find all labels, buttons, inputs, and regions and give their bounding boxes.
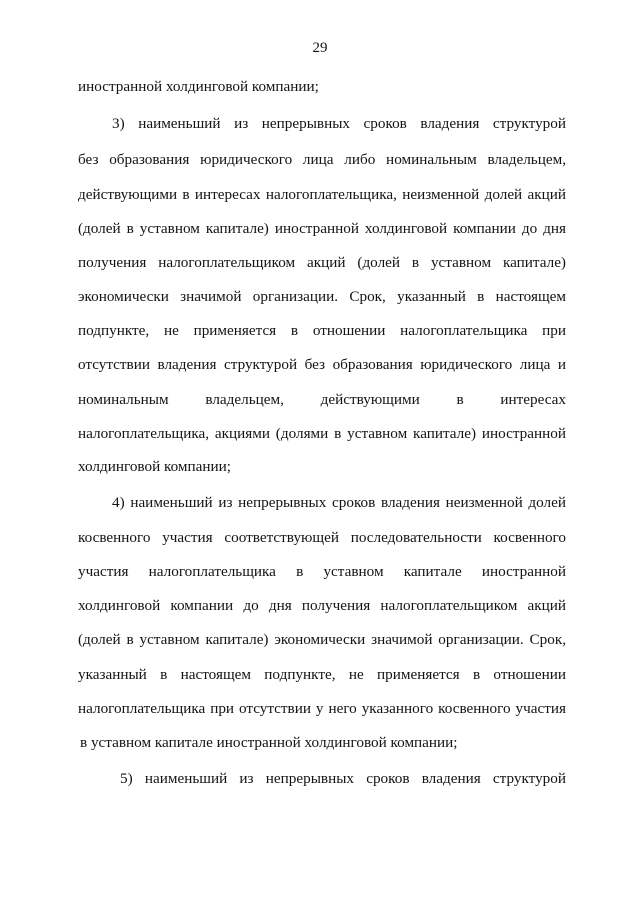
text-line: налогоплательщика, акциями (долями в уставном капитале) иностранной <box>78 425 566 442</box>
text-line: холдинговой компании; <box>78 458 231 475</box>
text-line: участия налогоплательщика в уставном капитале иностранной <box>78 563 566 580</box>
text-line: экономически значимой организации. Срок, указанный в настоящем <box>78 288 566 305</box>
text-line: отсутствии владения структурой без образования юридического лица и <box>78 356 566 373</box>
text-line: иностранной холдинговой компании; <box>78 78 319 95</box>
text-line: получения налогоплательщиком акций (долей в уставном капитале) <box>78 254 566 271</box>
text-line: налогоплательщика при отсутствии у него указанного косвенного участия <box>78 700 566 717</box>
text-line: (долей в уставном капитале) иностранной холдинговой компании до дня <box>78 220 566 237</box>
list-item-4-line: 4) наименьший из непрерывных сроков владения неизменной долей <box>112 494 566 511</box>
text-line: действующими в интересах налогоплательщика, неизменной долей акций <box>78 186 566 203</box>
text-line: номинальным владельцем, действующими в интересах <box>78 391 566 408</box>
text-line: указанный в настоящем подпункте, не применяется в отношении <box>78 666 566 683</box>
list-item-3-line: 3) наименьший из непрерывных сроков владения структурой <box>112 115 566 132</box>
text-line: подпункте, не применяется в отношении налогоплательщика при <box>78 322 566 339</box>
list-item-5-line: 5) наименьший из непрерывных сроков владения структурой <box>120 770 566 787</box>
page-number: 29 <box>312 40 328 56</box>
text-line: без образования юридического лица либо номинальным владельцем, <box>78 151 566 168</box>
text-line: (долей в уставном капитале) экономически значимой организации. Срок, <box>78 631 566 648</box>
text-line: в уставном капитале иностранной холдинговой компании; <box>80 734 458 751</box>
text-line: холдинговой компании до дня получения налогоплательщиком акций <box>78 597 566 614</box>
text-line: косвенного участия соответствующей последовательности косвенного <box>78 529 566 546</box>
